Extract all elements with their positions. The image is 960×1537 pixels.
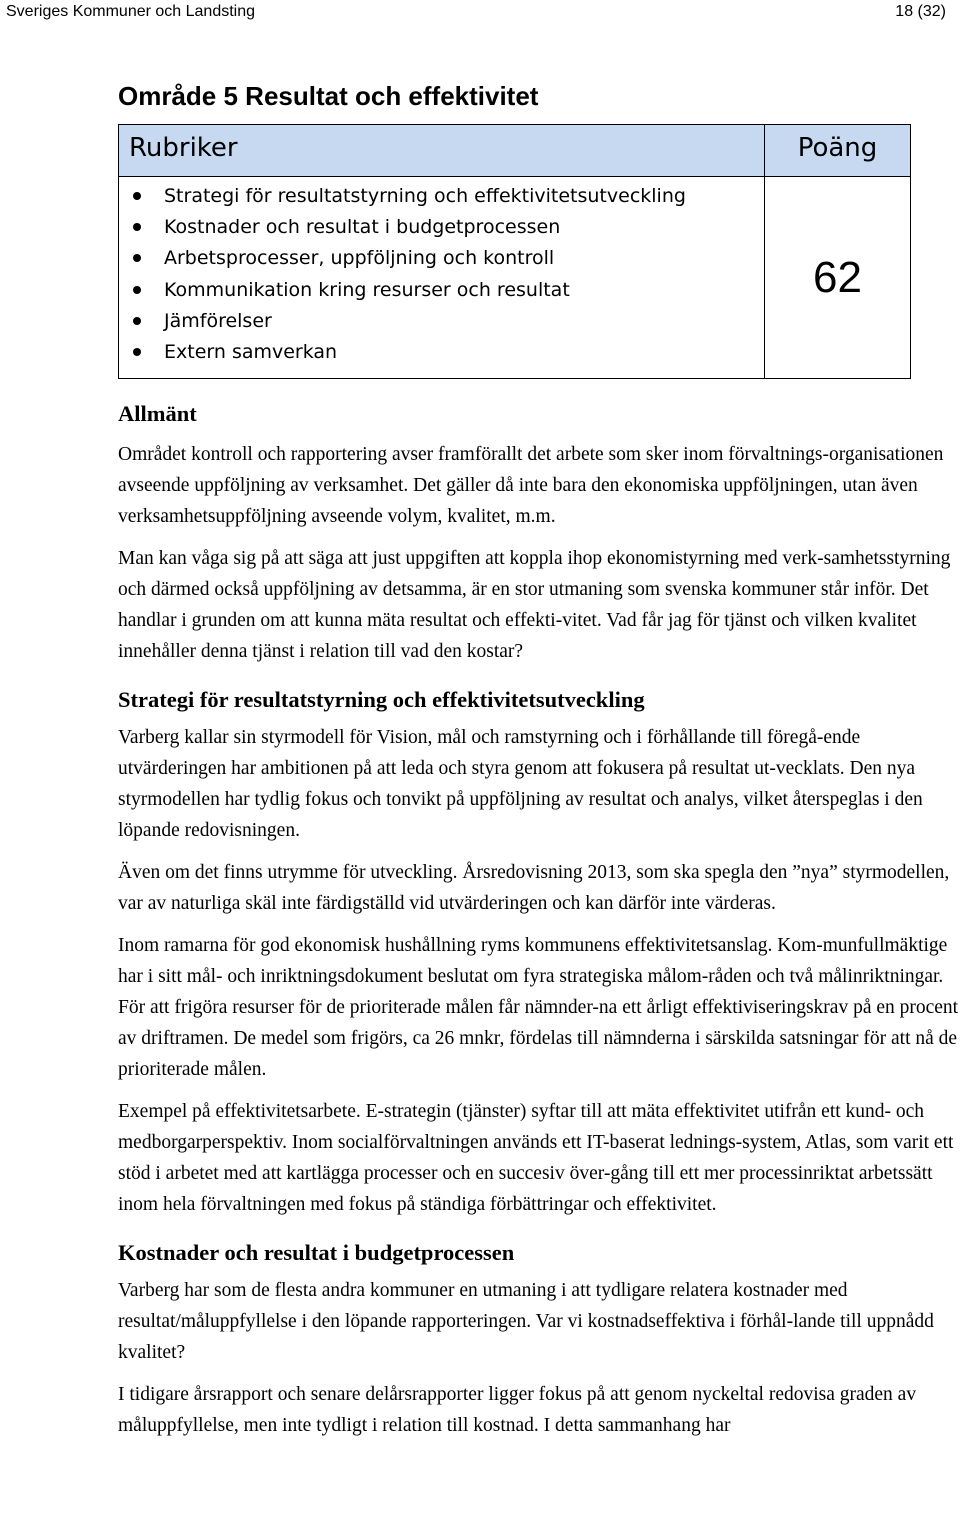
section-heading-strategi: Strategi för resultatstyrning och effektivitetsutveckling [118, 687, 645, 713]
organization-name: Sveriges Kommuner och Landsting [6, 3, 256, 20]
paragraph: Området kontroll och rapportering avser framförallt det arbete som sker inom förvaltnings-organisationen avseende uppföljning av verksamhet. Det gäller då inte bara den ekonomiska uppföljningen, utan även verksamhetsuppföljning avseende volym, kvalitet, m.m. [118, 444, 944, 528]
score-table [118, 124, 911, 379]
topic-item: Strategi för resultatstyrning och effektivitetsutveckling [164, 181, 764, 212]
page-header [0, 0, 960, 24]
topic-item: Kommunikation kring resurser och resultat [164, 275, 764, 306]
paragraph: Varberg har som de flesta andra kommuner en utmaning i att tydligare relatera kostnader med resultat/måluppfyllelse i den löpande rapporteringen. Var vi kostnadseffektiva i förhål-lande till uppnådd kvalitet? [118, 1280, 934, 1364]
paragraph: Man kan våga sig på att säga att just uppgiften att koppla ihop ekonomistyrning med verk-samhetsstyrning och därmed också uppföljning av detsamma, är en stor utmaning som svenska kommuner står inför. Det handlar i grunden om att kunna mäta resultat och effekti-vitet. Vad får jag för tjänst och vilken kvalitet innehåller denna tjänst i relation till vad den kostar? [118, 548, 951, 663]
section-heading-allmant: Allmänt [118, 401, 197, 427]
paragraph: Varberg kallar sin styrmodell för Vision, mål och ramstyrning och i förhållande till föregå-ende utvärderingen har ambitionen på att leda och styra genom att fokusera på resultat ut-vecklats. Den nya styrmodellen har tydlig fokus och tonvikt på uppföljning av resultat och analys, vilket återspeglas i den löpande redovisningen. [118, 727, 923, 842]
paragraph: I tidigare årsrapport och senare delårsrapporter ligger fokus på att genom nyckeltal redovisa graden av måluppfyllelse, men inte tydligt i relation till kostnad. I detta sammanhang har [118, 1384, 917, 1437]
topics-cell [119, 177, 765, 379]
paragraph: Även om det finns utrymme för utveckling. Årsredovisning 2013, som ska spegla den ”nya” styrmodellen, var av naturliga skäl inte färdigställd vid utvärderingen och kan därför inte värderas. [118, 862, 950, 915]
topic-item: Extern samverkan [164, 337, 764, 368]
score-value: 62 [765, 177, 911, 379]
document-body [118, 76, 960, 1441]
topic-list [119, 177, 764, 378]
page-title: Område 5 Resultat och effektivitet [118, 81, 539, 111]
topic-item: Kostnader och resultat i budgetprocessen [164, 212, 764, 243]
section-heading-kostnader: Kostnader och resultat i budgetprocessen [118, 1240, 515, 1266]
score-table-header [119, 125, 911, 177]
page-number: 18 (32) [895, 3, 946, 20]
topic-item: Jämförelser [164, 306, 764, 337]
score-table-row [119, 177, 911, 379]
topic-item: Arbetsprocesser, uppföljning och kontroll [164, 243, 764, 274]
paragraph: Exempel på effektivitetsarbete. E-strategin (tjänster) syftar till att mäta effektivitet utifrån ett kund- och medborgarperspektiv. Inom socialförvaltningen används ett IT-baserat lednings-system, Atlas, som varit ett stöd i arbetet med att kartlägga processer och en succesiv över-gång till ett mer processinriktat arbetssätt inom hela förvaltningen med fokus på ständiga förbättringar och effektivitet. [118, 1101, 954, 1216]
paragraph: Inom ramarna för god ekonomisk hushållning ryms kommunens effektivitetsanslag. Kom-munfullmäktige har i sitt mål- och inriktningsdokument beslutat om fyra strategiska målom-råden och två målinriktningar. För att frigöra resurser för de prioriterade målen får nämnder-na ett årligt effektiviseringskrav på en procent av driftramen. De medel som frigörs, ca 26 mnkr, fördelas till nämnderna i särskilda satsningar för att nå de prioriterade målen. [118, 935, 959, 1081]
column-header-rubriker: Rubriker [119, 125, 765, 177]
column-header-poang: Poäng [765, 125, 911, 177]
